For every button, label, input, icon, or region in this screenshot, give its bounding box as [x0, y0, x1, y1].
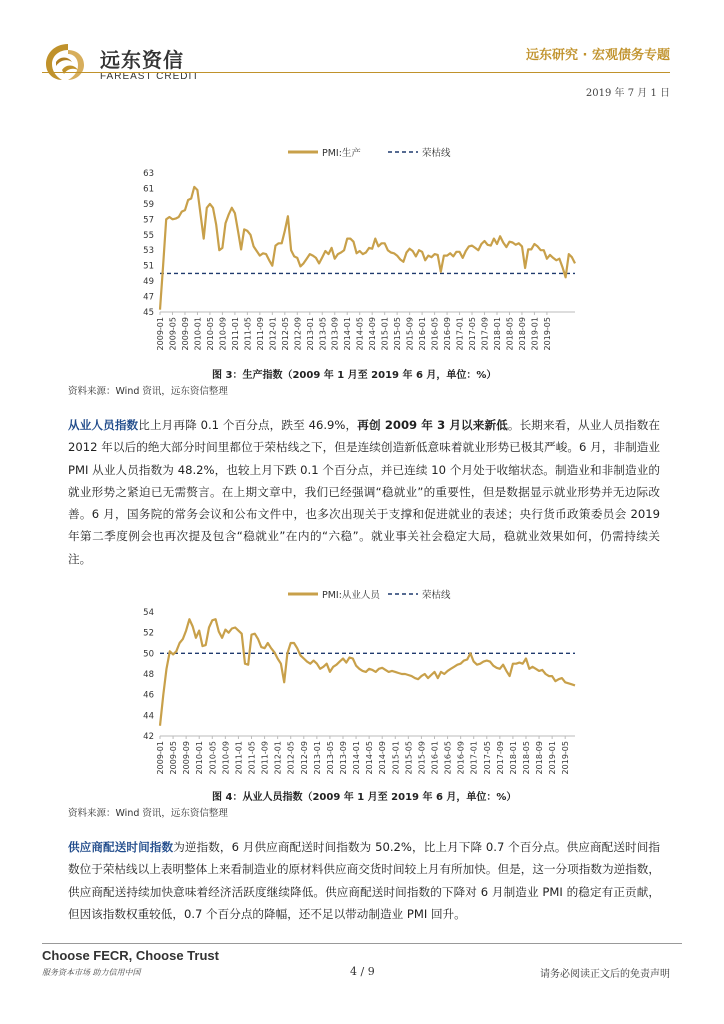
footer-disclaimer: 请务必阅读正文后的免责声明	[540, 969, 670, 980]
employment-chart-x-tick-label: 2016-01	[430, 741, 440, 775]
production-chart-x-tick-label: 2010-01	[193, 317, 203, 351]
employment-text-1: 比上月再降 0.1 个百分点，跌至 46.9%，	[138, 418, 358, 432]
employment-chart-x-tick-label: 2017-01	[469, 741, 479, 775]
employment-chart-x-tick-label: 2011-09	[260, 741, 270, 775]
production-chart-x-tick-label: 2016-09	[443, 317, 453, 351]
production-chart-x-tick-label: 2009-05	[168, 317, 178, 351]
production-chart-x-tick-label: 2012-01	[268, 317, 278, 351]
employment-chart-y-tick-label: 50	[143, 649, 154, 660]
report-date: 2019 年 7 月 1 日	[585, 88, 670, 99]
footer-slogan: Choose FECR, Choose Trust	[42, 948, 219, 963]
employment-chart-x-tick-label: 2010-01	[195, 741, 205, 775]
employment-chart-x-tick-label: 2013-05	[325, 741, 335, 775]
production-chart-y-tick-label: 63	[143, 169, 154, 179]
employment-paragraph	[68, 414, 660, 570]
production-chart-y-tick-label: 47	[143, 292, 154, 303]
employment-chart-x-tick-label: 2015-05	[404, 741, 414, 775]
production-chart-y-tick-label: 51	[143, 261, 154, 272]
employment-chart-y-tick-label: 46	[143, 690, 154, 701]
page-number: 4 / 9	[350, 965, 375, 978]
employment-chart-x-tick-label: 2010-05	[208, 741, 218, 775]
production-chart-x-tick-label: 2013-01	[305, 317, 315, 351]
production-chart-y-tick-label: 53	[143, 246, 154, 257]
supplier-delivery-paragraph	[68, 836, 660, 925]
employment-chart-x-tick-label: 2014-09	[378, 741, 388, 775]
employment-chart-y-tick-label: 44	[143, 711, 154, 722]
production-chart-x-tick-label: 2014-09	[368, 317, 378, 351]
employment-chart-x-tick-label: 2009-05	[169, 741, 179, 775]
supplier-delivery-term: 供应商配送时间指数	[68, 840, 174, 854]
employment-chart-x-tick-label: 2016-05	[443, 741, 453, 775]
production-chart-x-tick-label: 2011-01	[230, 317, 240, 351]
employment-chart-x-tick-label: 2018-09	[535, 741, 545, 775]
production-chart-legend-main-label: PMI:生产	[322, 148, 361, 159]
production-chart-x-tick-label: 2009-01	[156, 317, 165, 351]
production-chart-x-tick-label: 2017-01	[455, 317, 465, 351]
employment-chart-x-tick-label: 2015-01	[391, 741, 401, 775]
figure-4-source: 资料来源：Wind 资讯，远东资信整理	[68, 808, 228, 819]
production-chart-x-tick-label: 2010-05	[205, 317, 215, 351]
employment-chart-y-tick-label: 54	[143, 608, 154, 618]
production-chart-x-tick-label: 2014-01	[343, 317, 353, 351]
production-chart-x-tick-label: 2016-05	[430, 317, 440, 351]
production-chart-y-tick-label: 55	[143, 230, 154, 241]
production-chart-y-tick-label: 45	[143, 308, 154, 318]
production-index-chart	[140, 140, 590, 360]
production-chart-x-tick-label: 2019-05	[542, 317, 552, 351]
production-chart-x-tick-label: 2012-05	[280, 317, 290, 351]
employment-chart-x-tick-label: 2012-05	[286, 741, 296, 775]
employment-chart-x-tick-label: 2019-05	[561, 741, 571, 775]
fareast-logo-icon	[42, 40, 94, 84]
production-chart-x-tick-label: 2015-05	[393, 317, 403, 351]
employment-chart-x-tick-label: 2014-05	[365, 741, 375, 775]
employment-emphasis: 再创 2009 年 3 月以来新低	[357, 418, 508, 432]
production-chart-x-tick-label: 2018-09	[517, 317, 527, 351]
employment-text-2: 。长期来看，从业人员指数在 2012 年以后的绝大部分时间里都位于荣枯线之下，但是连续创造新低意味着就业形势已极其严峻。6 月，非制造业 PMI 从业人员指数为 48.2%，也较上月下跌 0.1 个百分点，并已连续 10 个月处于收缩状态。制造业和非制造业的就业形势之紧迫已无需赘言。在上期文章中，我们已经强调“稳就业”的重要性，但是数据显示就业形势并无边际改善。6 月，国务院的常务会议和公布文件中，也多次出现关于支撑和促进就业的表述；央行货币政策委员会 2019 年第二季度例会也再次提及包含“稳就业”在内的“六稳”。就业事关社会稳定大局，稳就业效果如何，仍需持续关注。	[68, 418, 660, 566]
figure-3-source: 资料来源：Wind 资讯，远东资信整理	[68, 386, 228, 397]
production-chart-x-tick-label: 2011-05	[243, 317, 253, 351]
production-chart-x-tick-label: 2010-09	[218, 317, 228, 351]
production-chart-x-tick-label: 2013-09	[330, 317, 340, 351]
production-chart-y-tick-label: 59	[143, 199, 154, 210]
production-chart-x-tick-label: 2011-09	[255, 317, 265, 351]
production-chart-x-tick-label: 2015-09	[405, 317, 415, 351]
employment-chart-x-tick-label: 2013-01	[312, 741, 322, 775]
employment-chart-x-tick-label: 2010-09	[221, 741, 231, 775]
employment-chart-x-tick-label: 2016-09	[456, 741, 466, 775]
employment-chart-x-tick-label: 2009-01	[156, 741, 165, 775]
production-chart-x-tick-label: 2013-05	[318, 317, 328, 351]
header-divider	[42, 72, 670, 73]
employment-chart-x-tick-label: 2011-05	[247, 741, 257, 775]
employment-chart-x-tick-label: 2009-09	[182, 741, 192, 775]
employment-chart-x-tick-label: 2018-01	[508, 741, 518, 775]
production-chart-x-tick-label: 2017-09	[480, 317, 490, 351]
report-series-title: 远东研究 · 宏观债务专题	[526, 48, 670, 63]
figure-4-caption: 图 4：从业人员指数（2009 年 1 月至 2019 年 6 月，单位：%）	[212, 792, 517, 803]
employment-chart-y-tick-label: 48	[143, 670, 154, 680]
production-chart-x-tick-label: 2015-01	[380, 317, 390, 351]
employment-chart-x-tick-label: 2019-01	[548, 741, 558, 775]
production-chart-x-tick-label: 2012-09	[293, 317, 303, 351]
production-chart-legend	[288, 147, 451, 159]
employment-chart-x-tick-label: 2015-09	[417, 741, 427, 775]
production-chart-x-tick-label: 2017-05	[468, 317, 478, 351]
production-chart-series-line	[160, 187, 575, 310]
production-chart-y-tick-label: 49	[143, 277, 154, 288]
supplier-delivery-text: 为逆指数，6 月供应商配送时间指数为 50.2%，比上月下降 0.7 个百分点。供应商配送时间指数位于荣枯线以上表明整体上来看制造业的原材料供应商交货时间较上月有所加快。但是，这一分项指数为逆指数，供应商配送持续加快意味着经济活跃度继续降低。供应商配送时间指数的下降对 6 月制造业 PMI 的稳定有正贡献，但因该指数权重较低，0.7 个百分点的降幅，还不足以带动制造业 PMI 回升。	[68, 840, 660, 921]
employment-chart-legend-threshold-label: 荣枯线	[422, 590, 451, 601]
employment-chart-x-tick-label: 2017-09	[495, 741, 505, 775]
employment-chart-legend-main-label: PMI:从业人员	[322, 590, 380, 601]
footer-tagline: 服务资本市场 助力信用中国	[42, 968, 141, 977]
employment-chart-y-tick-label: 52	[143, 628, 154, 639]
production-chart-legend-threshold-label: 荣枯线	[422, 148, 451, 159]
employment-index-chart	[140, 582, 590, 782]
brand-name-en: FAREAST CREDIT	[100, 71, 200, 82]
employment-chart-x-tick-label: 2011-01	[234, 741, 244, 775]
employment-chart-legend	[288, 589, 451, 601]
page-header	[0, 0, 724, 110]
employment-chart-series-line	[160, 619, 575, 726]
production-chart-y-tick-label: 61	[143, 184, 154, 195]
figure-3-caption: 图 3：生产指数（2009 年 1 月至 2019 年 6 月，单位：%）	[212, 370, 497, 381]
production-chart-x-tick-label: 2009-09	[180, 317, 190, 351]
employment-index-term: 从业人员指数	[68, 418, 139, 432]
production-chart-x-tick-label: 2016-01	[418, 317, 428, 351]
production-chart-y-tick-label: 57	[143, 215, 154, 226]
footer-divider	[42, 943, 682, 944]
employment-chart-x-tick-label: 2012-09	[299, 741, 309, 775]
production-chart-x-tick-label: 2018-01	[492, 317, 502, 351]
employment-chart-x-tick-label: 2012-01	[273, 741, 283, 775]
employment-chart-x-tick-label: 2018-05	[521, 741, 531, 775]
employment-chart-y-tick-label: 42	[143, 732, 154, 742]
employment-chart-x-tick-label: 2017-05	[482, 741, 492, 775]
employment-index-chart-svg	[140, 582, 590, 782]
employment-chart-x-tick-label: 2013-09	[338, 741, 348, 775]
employment-chart-x-tick-label: 2014-01	[352, 741, 362, 775]
production-chart-x-tick-label: 2014-05	[355, 317, 365, 351]
production-chart-x-tick-label: 2019-01	[530, 317, 540, 351]
production-index-chart-svg	[140, 140, 590, 360]
brand-name-cn: 远东资信	[100, 48, 184, 72]
production-chart-x-tick-label: 2018-05	[505, 317, 515, 351]
